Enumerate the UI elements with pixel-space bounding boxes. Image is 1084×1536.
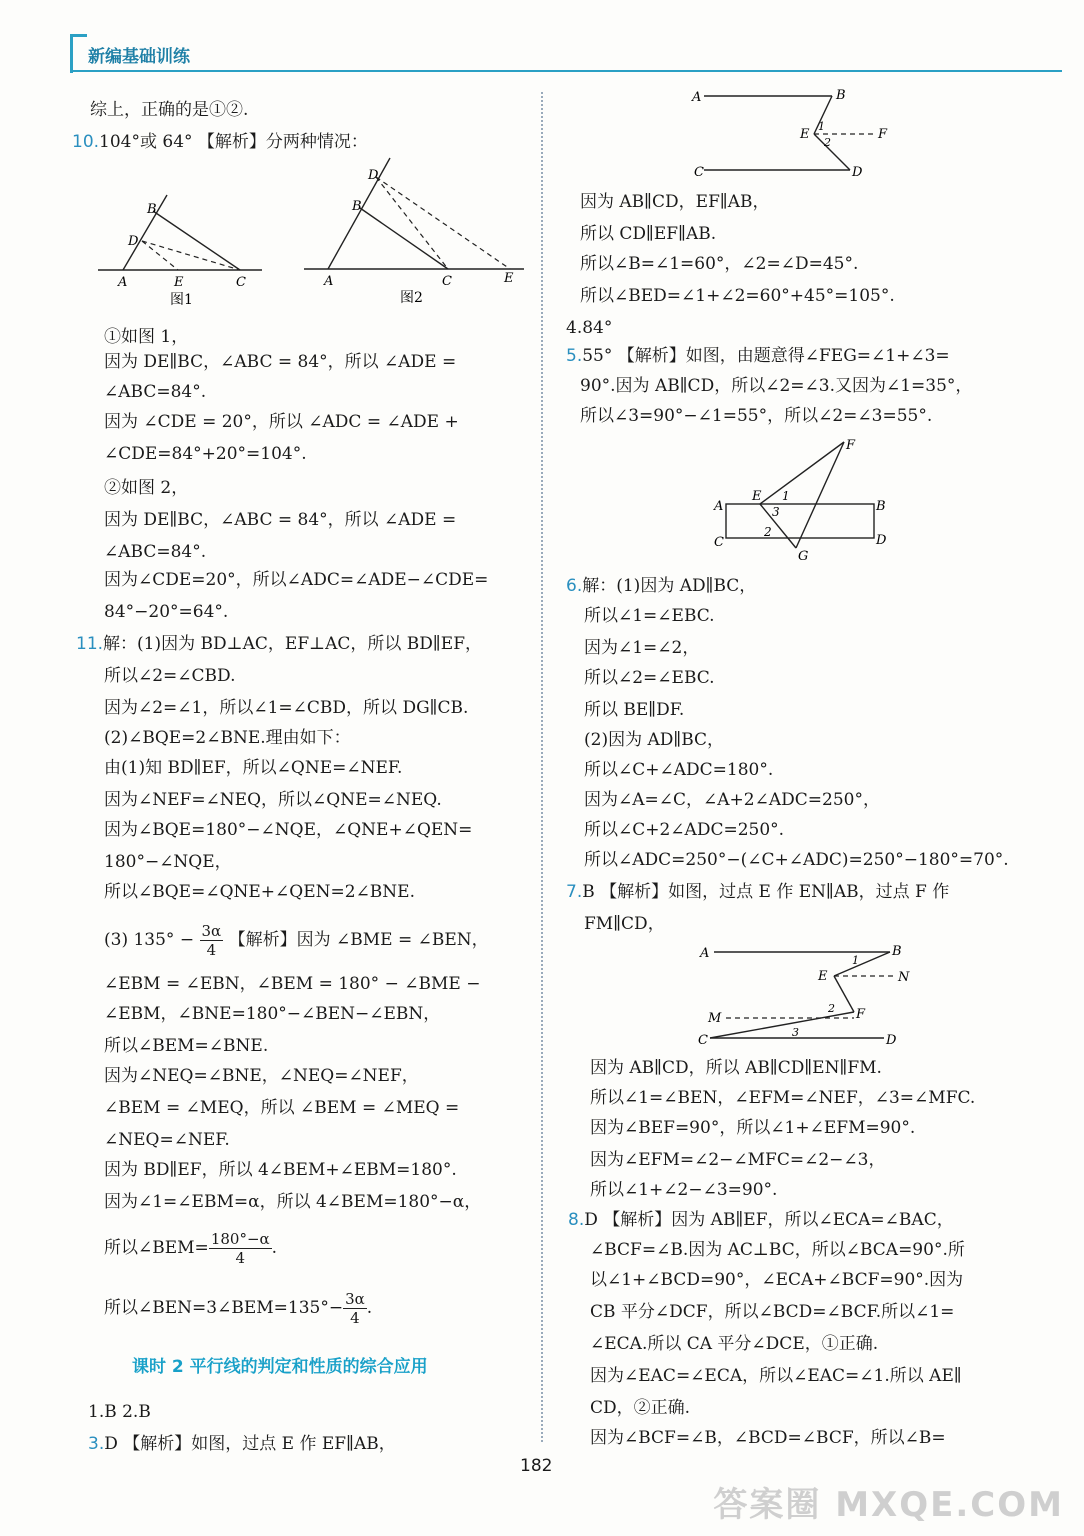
question-5	[566, 344, 950, 368]
question-number: 5.	[566, 346, 583, 366]
svg-text:E: E	[174, 275, 184, 290]
question-10	[72, 130, 368, 154]
question-number: 6.	[566, 576, 583, 596]
text-line: ∠CDE=84°+20°=104°.	[104, 444, 307, 464]
question-number: 7.	[566, 882, 583, 902]
svg-text:1: 1	[852, 954, 859, 967]
text-line: ①如图 1，	[104, 327, 189, 347]
svg-text:D: D	[128, 234, 139, 249]
header-title: 新编基础训练	[88, 47, 190, 67]
question-text: 55° 【解析】如图，由题意得∠FEG=∠1+∠3=	[582, 346, 950, 366]
svg-text:E: E	[504, 271, 514, 286]
answers-1-2: 1.B 2.B	[88, 1402, 151, 1422]
text-line: 所以∠ADC=250°−(∠C+∠ADC)=250°−180°=70°.	[584, 850, 1009, 870]
text-line: (3) 135° − $\frac{3\alpha}{4}$ 【解析】因为 ∠BME = ∠BEN，	[104, 922, 489, 959]
question-8	[568, 1208, 954, 1232]
figure-2-caption: 图2	[400, 290, 423, 306]
text-line: 因为 BD∥EF，所以 4∠BEM+∠EBM=180°.	[104, 1160, 457, 1180]
svg-text:1: 1	[782, 489, 790, 503]
text-line: 因为 ∠CDE = 20°，所以 ∠ADC = ∠ADE +	[104, 412, 459, 432]
text-line: 所以∠BEM= $\frac{180^\circ-\alpha}{4}$ .	[104, 1230, 278, 1267]
text-line: (2)∠BQE=2∠BNE.理由如下：	[104, 728, 351, 748]
figure-5	[706, 432, 896, 564]
text-line: 以∠1+∠BCD=90°，∠ECA+∠BCF=90°.因为	[590, 1270, 964, 1290]
svg-text:3: 3	[792, 1026, 799, 1039]
text-line: ∠EBM，∠BNE=180°−∠BEN−∠EBN，	[104, 1004, 441, 1024]
text-line: 因为∠EFM=∠2−∠MFC=∠2−∠3，	[590, 1150, 886, 1170]
text-line: 因为∠BQE=180°−∠NQE，∠QNE+∠QEN=	[104, 820, 473, 840]
question-number: 10.	[72, 132, 100, 152]
column-divider	[541, 92, 543, 1442]
svg-text:M: M	[708, 1011, 722, 1026]
question-text: 104°或 64° 【解析】分两种情况：	[99, 132, 368, 152]
svg-text:D: D	[852, 165, 863, 180]
svg-text:N: N	[898, 970, 910, 985]
svg-text:2: 2	[764, 525, 772, 539]
text-line: 所以∠C+2∠ADC=250°.	[584, 820, 785, 840]
text-line: CD，②正确.	[590, 1398, 691, 1418]
text-line: (2)因为 AD∥BC，	[584, 730, 725, 750]
text-line: 所以∠BED=∠1+∠2=60°+45°=105°.	[580, 286, 895, 306]
fraction: $\frac{3\alpha}{4}$	[345, 1290, 365, 1327]
header-decoration	[70, 34, 87, 73]
text-line: ∠BCF=∠B.因为 AC⊥BC，所以∠BCA=90°.所	[590, 1240, 965, 1260]
question-number: 8.	[568, 1210, 585, 1230]
text-line: ∠ABC=84°.	[104, 382, 207, 402]
svg-text:G: G	[798, 549, 809, 564]
svg-text:B: B	[147, 202, 157, 217]
question-text: D 【解析】因为 AB∥EF，所以∠ECA=∠BAC，	[584, 1210, 954, 1230]
figure-1-caption: 图1	[170, 292, 193, 308]
text-line: 因为∠1=∠2，	[584, 638, 700, 658]
text-line: 所以∠C+∠ADC=180°.	[584, 760, 774, 780]
text-line: 180°−∠NQE，	[104, 852, 232, 872]
svg-text:F: F	[846, 438, 856, 453]
text-line: CB 平分∠DCF，所以∠BCD=∠BCF.所以∠1=	[590, 1302, 955, 1322]
figure-3	[690, 84, 910, 184]
text-line: 84°−20°=64°.	[104, 602, 229, 622]
text-line: 所以∠2=∠CBD.	[104, 666, 236, 686]
svg-text:E: E	[800, 127, 810, 142]
text-line: 所以∠B=∠1=60°，∠2=∠D=45°.	[580, 254, 859, 274]
question-11	[76, 632, 482, 656]
figure-10	[90, 155, 530, 315]
text-line: 所以∠BEM=∠BNE.	[104, 1036, 269, 1056]
svg-text:C: C	[698, 1033, 708, 1048]
svg-text:C: C	[236, 275, 246, 290]
text-line: 由(1)知 BD∥EF，所以∠QNE=∠NEF.	[104, 758, 403, 778]
question-text: 解：(1)因为 AD∥BC，	[582, 576, 757, 596]
text-line: 因为 DE∥BC，∠ABC = 84°，所以 ∠ADE =	[104, 510, 457, 530]
text-line: 所以∠1=∠EBC.	[584, 606, 715, 626]
text-line: 因为∠NEF=∠NEQ，所以∠QNE=∠NEQ.	[104, 790, 442, 810]
text-line: ②如图 2，	[104, 478, 189, 498]
question-6	[566, 574, 756, 598]
text-line: 因为∠1=∠EBM=α，所以 4∠BEM=180°−α，	[104, 1192, 482, 1212]
text-line: 90°.因为 AB∥CD，所以∠2=∠3.又因为∠1=35°，	[580, 376, 973, 396]
svg-text:3: 3	[772, 505, 780, 519]
svg-text:F: F	[856, 1007, 866, 1022]
question-text: B 【解析】如图，过点 E 作 EN∥AB，过点 F 作	[582, 882, 950, 902]
text-line: 因为∠A=∠C，∠A+2∠ADC=250°，	[584, 790, 880, 810]
svg-text:F: F	[878, 127, 888, 142]
text-line: 因为 AB∥CD，EF∥AB，	[580, 192, 770, 212]
text-line: 因为∠BEF=90°，所以∠1+∠EFM=90°.	[590, 1118, 916, 1138]
question-3	[88, 1432, 396, 1456]
svg-text:2: 2	[828, 1002, 835, 1015]
text-line: 所以∠1=∠BEN，∠EFM=∠NEF，∠3=∠MFC.	[590, 1088, 976, 1108]
page-header	[70, 30, 1060, 78]
svg-text:2: 2	[824, 136, 831, 149]
svg-text:C: C	[694, 165, 704, 180]
text-line: 所以∠BQE=∠QNE+∠QEN=2∠BNE.	[104, 882, 415, 902]
text-line: 因为∠EAC=∠ECA，所以∠EAC=∠1.所以 AE∥	[590, 1366, 962, 1386]
text-line: 所以 CD∥EF∥AB.	[580, 224, 717, 244]
svg-text:D: D	[368, 168, 379, 183]
svg-text:A: A	[692, 90, 702, 105]
text-line: ∠NEQ=∠NEF.	[104, 1130, 230, 1150]
figure-7	[696, 938, 916, 1050]
fraction: $\frac{3\alpha}{4}$	[201, 922, 222, 959]
text-line: ∠ECA.所以 CA 平分∠DCE，①正确.	[590, 1334, 879, 1354]
text-line: 因为 DE∥BC，∠ABC = 84°，所以 ∠ADE =	[104, 352, 457, 372]
svg-text:D: D	[886, 1033, 897, 1048]
svg-text:B: B	[876, 499, 886, 514]
text-line: 所以∠3=90°−∠1=55°，所以∠2=∠3=55°.	[580, 406, 933, 426]
svg-text:A: A	[118, 275, 128, 290]
question-7	[566, 880, 949, 904]
header-rule	[70, 70, 1062, 72]
text-line: 因为∠NEQ=∠BNE，∠NEQ=∠NEF，	[104, 1066, 419, 1086]
text-line: ∠ABC=84°.	[104, 542, 207, 562]
svg-text:B: B	[892, 944, 902, 959]
watermark: 答案圈 MXQE.COM	[713, 1485, 1064, 1525]
svg-text:C: C	[442, 274, 452, 289]
svg-text:A: A	[700, 946, 710, 961]
question-number: 3.	[88, 1434, 105, 1454]
text-line: 综上，正确的是①②.	[90, 100, 249, 120]
text-line: 因为∠BCF=∠B，∠BCD=∠BCF，所以∠B=	[590, 1428, 946, 1448]
svg-text:B: B	[836, 88, 846, 103]
svg-text:A: A	[324, 274, 334, 289]
text-line: 因为∠2=∠1，所以∠1=∠CBD，所以 DG∥CB.	[104, 698, 469, 718]
text-line: 因为 AB∥CD，所以 AB∥CD∥EN∥FM.	[590, 1058, 882, 1078]
question-4: 4.84°	[566, 318, 613, 338]
section-heading: 课时 2 平行线的判定和性质的综合应用	[132, 1357, 428, 1377]
svg-text:D: D	[876, 533, 887, 548]
question-text: D 【解析】如图，过点 E 作 EF∥AB，	[104, 1434, 396, 1454]
text-line: ∠EBM = ∠EBN，∠BEM = 180° − ∠BME −	[104, 974, 481, 994]
text-line: 所以∠BEN=3∠BEM=135°− $\frac{3\alpha}{4}$ .	[104, 1290, 373, 1327]
svg-text:A: A	[714, 499, 724, 514]
svg-text:E: E	[818, 969, 828, 984]
text-line: 所以 BE∥DF.	[584, 700, 685, 720]
question-text: 解：(1)因为 BD⊥AC，EF⊥AC，所以 BD∥EF，	[103, 634, 482, 654]
text-line: FM∥CD，	[584, 914, 665, 934]
svg-text:1: 1	[818, 120, 825, 133]
page-number: 182	[520, 1456, 553, 1476]
text-line: 所以∠1+∠2−∠3=90°.	[590, 1180, 778, 1200]
text-line: ∠BEM = ∠MEQ，所以 ∠BEM = ∠MEQ =	[104, 1098, 460, 1118]
question-number: 11.	[76, 634, 104, 654]
fraction: $\frac{180^\circ-\alpha}{4}$	[210, 1230, 270, 1267]
text-line: 所以∠2=∠EBC.	[584, 668, 715, 688]
svg-text:E: E	[752, 489, 762, 504]
svg-text:B: B	[352, 199, 362, 214]
text-line: 因为∠CDE=20°，所以∠ADC=∠ADE−∠CDE=	[104, 570, 489, 590]
svg-text:C: C	[714, 535, 724, 550]
